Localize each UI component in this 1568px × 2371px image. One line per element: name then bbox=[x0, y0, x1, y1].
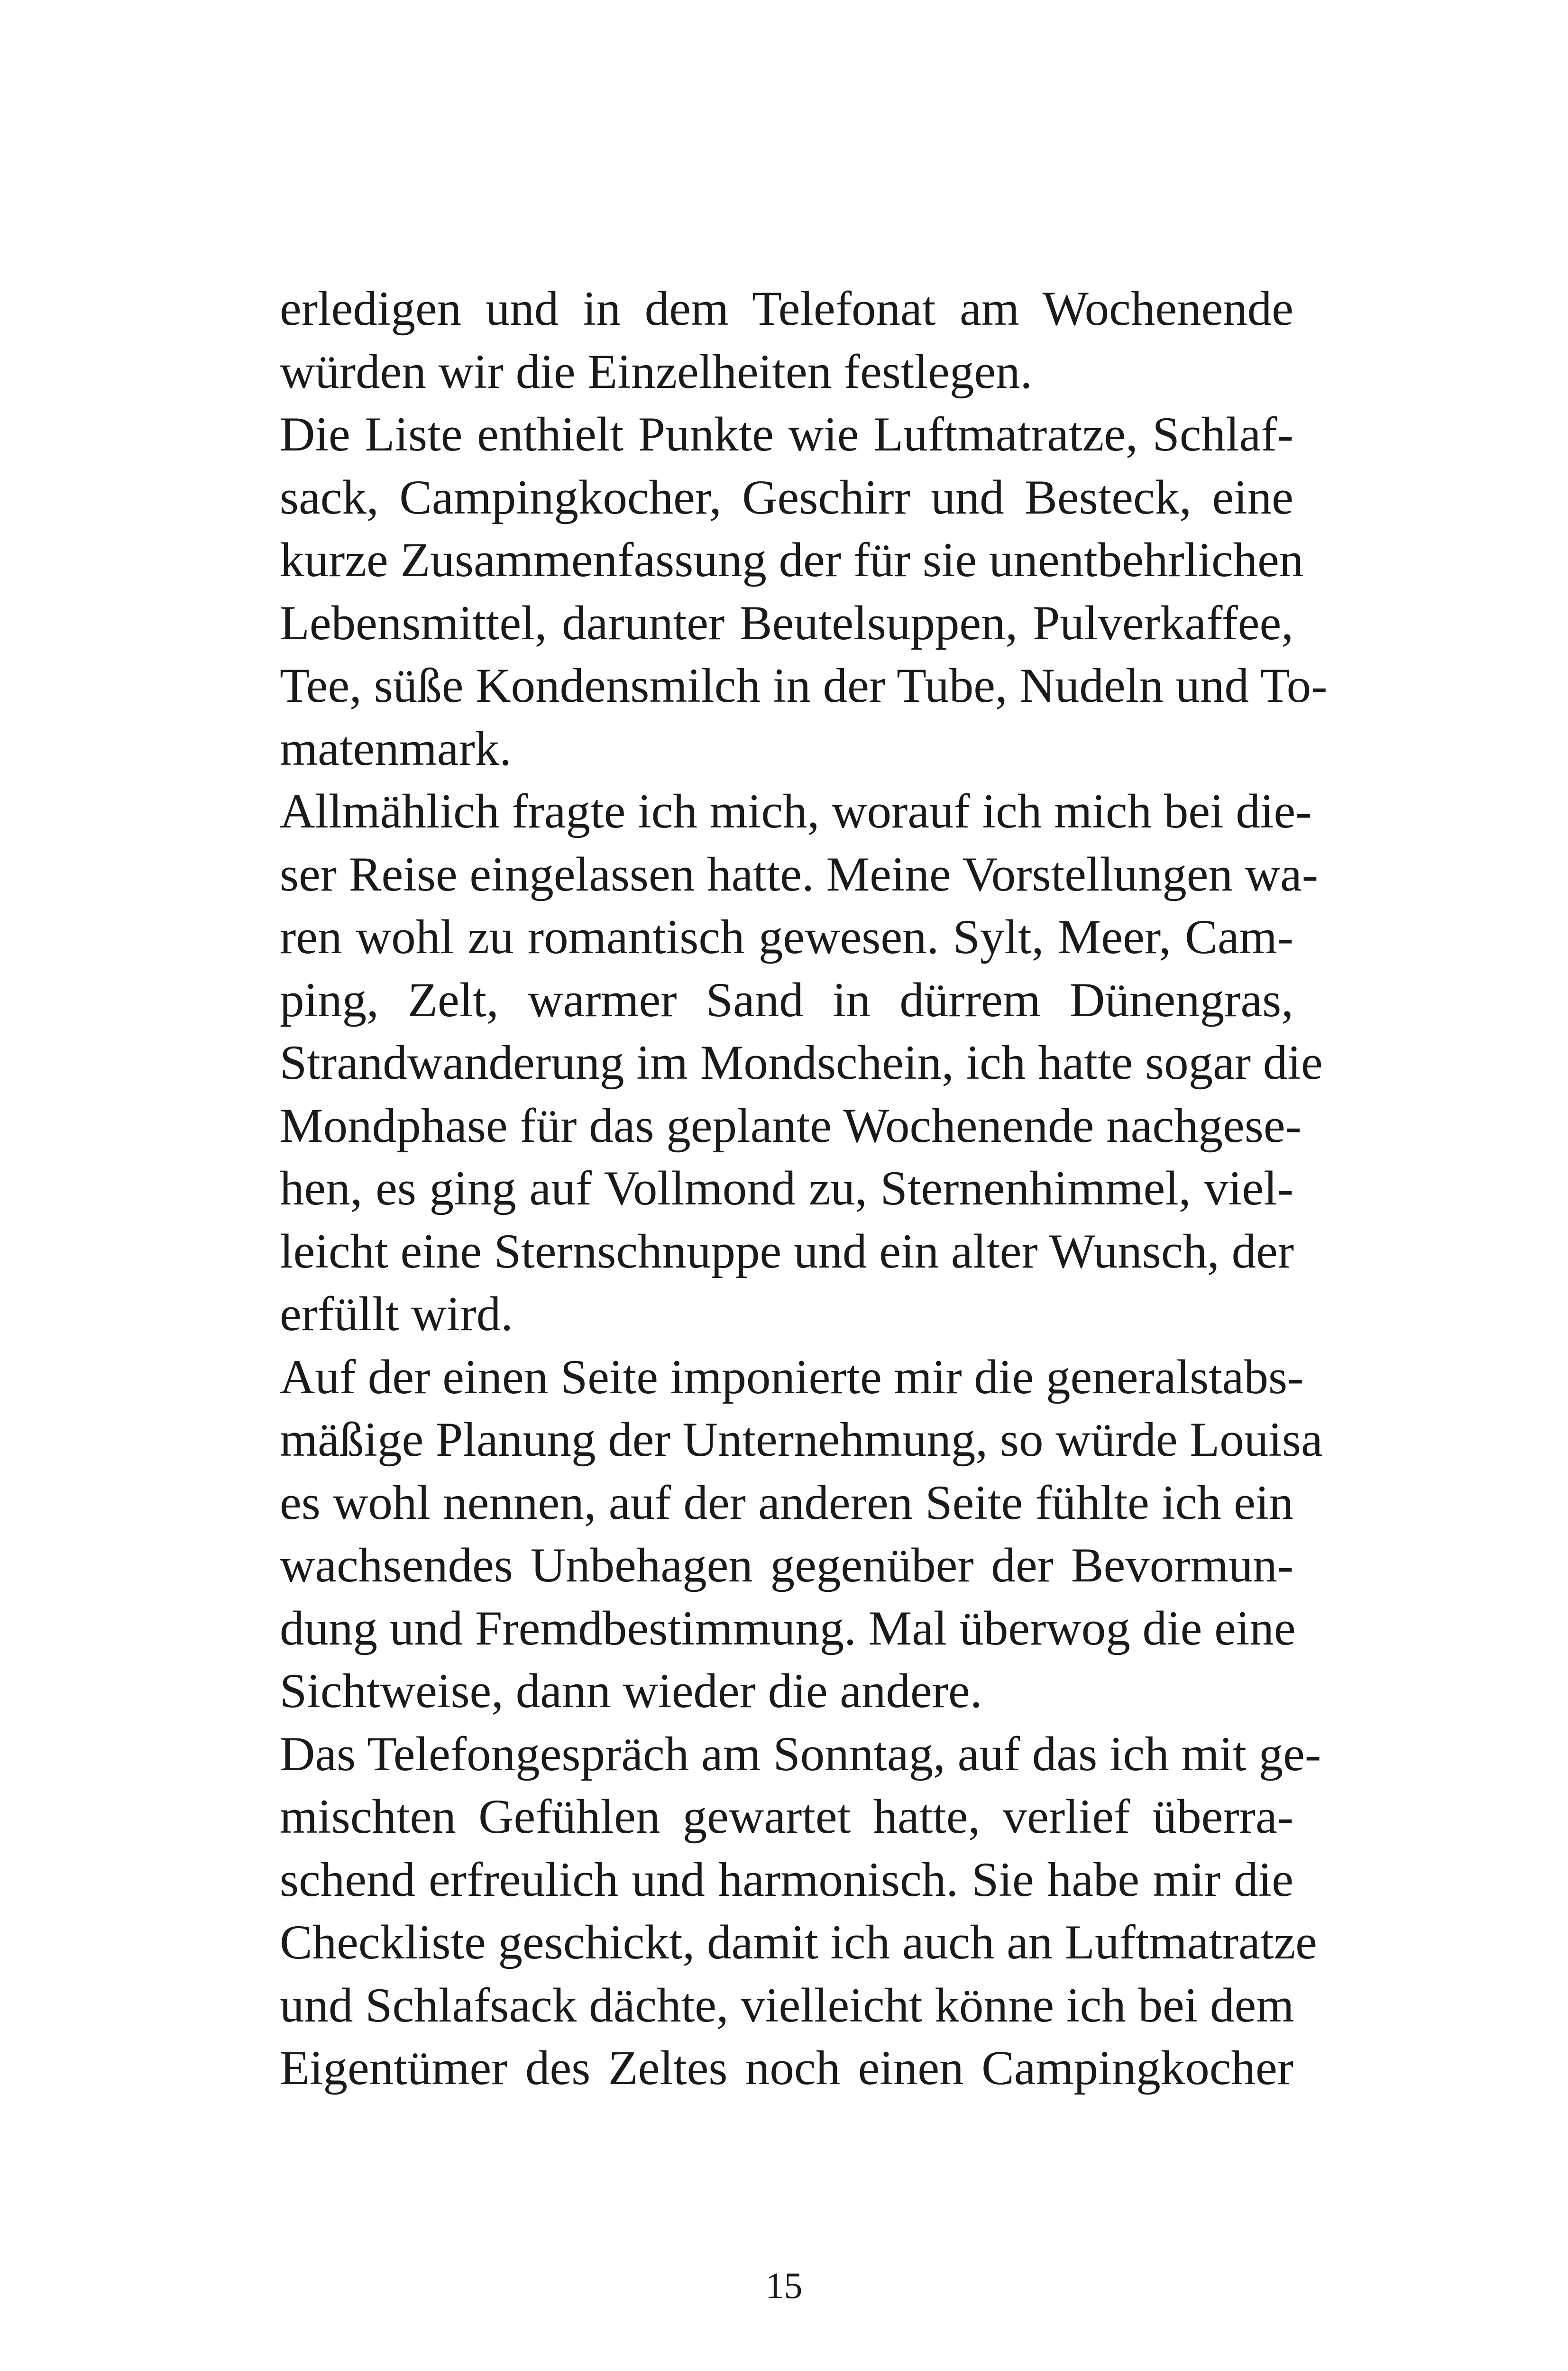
text-line: Mondphase für das geplante Wochenende nachgese- bbox=[280, 1098, 1302, 1153]
text-line: Strandwanderung im Mondschein, ich hatte sogar die bbox=[280, 1036, 1323, 1090]
text-line: Auf der einen Seite imponierte mir die generalstabs- bbox=[280, 1350, 1304, 1404]
text-line: mischten Gefühlen gewartet hatte, verlief überra- bbox=[280, 1790, 1293, 1844]
text-line: schend erfreulich und harmonisch. Sie habe mir die bbox=[280, 1852, 1293, 1907]
text-line: dung und Fremdbestimmung. Mal überwog die eine bbox=[280, 1601, 1296, 1655]
text-line: wachsendes Unbehagen gegenüber der Bevormun- bbox=[280, 1538, 1293, 1592]
text-line: Tee, süße Kondensmilch in der Tube, Nudeln und To- bbox=[280, 659, 1328, 713]
text-line: es wohl nennen, auf der anderen Seite fühlte ich ein bbox=[280, 1475, 1293, 1530]
text-line: Sichtweise, dann wieder die andere. bbox=[280, 1664, 982, 1718]
text-line: Das Telefongespräch am Sonntag, auf das ich mit ge- bbox=[280, 1727, 1321, 1781]
text-line: Allmählich fragte ich mich, worauf ich mich bei die- bbox=[280, 784, 1312, 838]
text-line: leicht eine Sternschnuppe und ein alter Wunsch, der bbox=[280, 1224, 1294, 1278]
text-line: Checkliste geschickt, damit ich auch an Luftmatratze bbox=[280, 1915, 1317, 1969]
text-line: würden wir die Einzelheiten festlegen. bbox=[280, 344, 1033, 399]
text-line: ser Reise eingelassen hatte. Meine Vorstellungen wa- bbox=[280, 847, 1319, 901]
text-line: Lebensmittel, darunter Beutelsuppen, Pulverkaffee, bbox=[280, 596, 1293, 650]
body-text bbox=[280, 277, 1328, 2100]
text-line: matenmark. bbox=[280, 721, 512, 776]
text-line: kurze Zusammenfassung der für sie unentbehrlichen bbox=[280, 533, 1304, 587]
page-number: 15 bbox=[765, 2265, 803, 2306]
text-line: sack, Campingkocher, Geschirr und Besteck, eine bbox=[280, 470, 1293, 524]
text-line: und Schlafsack dächte, vielleicht könne ich bei dem bbox=[280, 1978, 1294, 2032]
text-line: erledigen und in dem Telefonat am Wochenende bbox=[280, 282, 1293, 336]
text-line: erfüllt wird. bbox=[280, 1287, 513, 1341]
text-line: ping, Zelt, warmer Sand in dürrem Dünengras, bbox=[280, 973, 1293, 1027]
text-line: ren wohl zu romantisch gewesen. Sylt, Meer, Cam- bbox=[280, 910, 1293, 964]
text-line: Die Liste enthielt Punkte wie Luftmatratze, Schlaf- bbox=[280, 407, 1293, 461]
text-line: mäßige Planung der Unternehmung, so würde Louisa bbox=[280, 1413, 1323, 1467]
text-line: Eigentümer des Zeltes noch einen Campingkocher bbox=[280, 2041, 1293, 2095]
text-line: hen, es ging auf Vollmond zu, Sternenhimmel, viel- bbox=[280, 1161, 1293, 1215]
